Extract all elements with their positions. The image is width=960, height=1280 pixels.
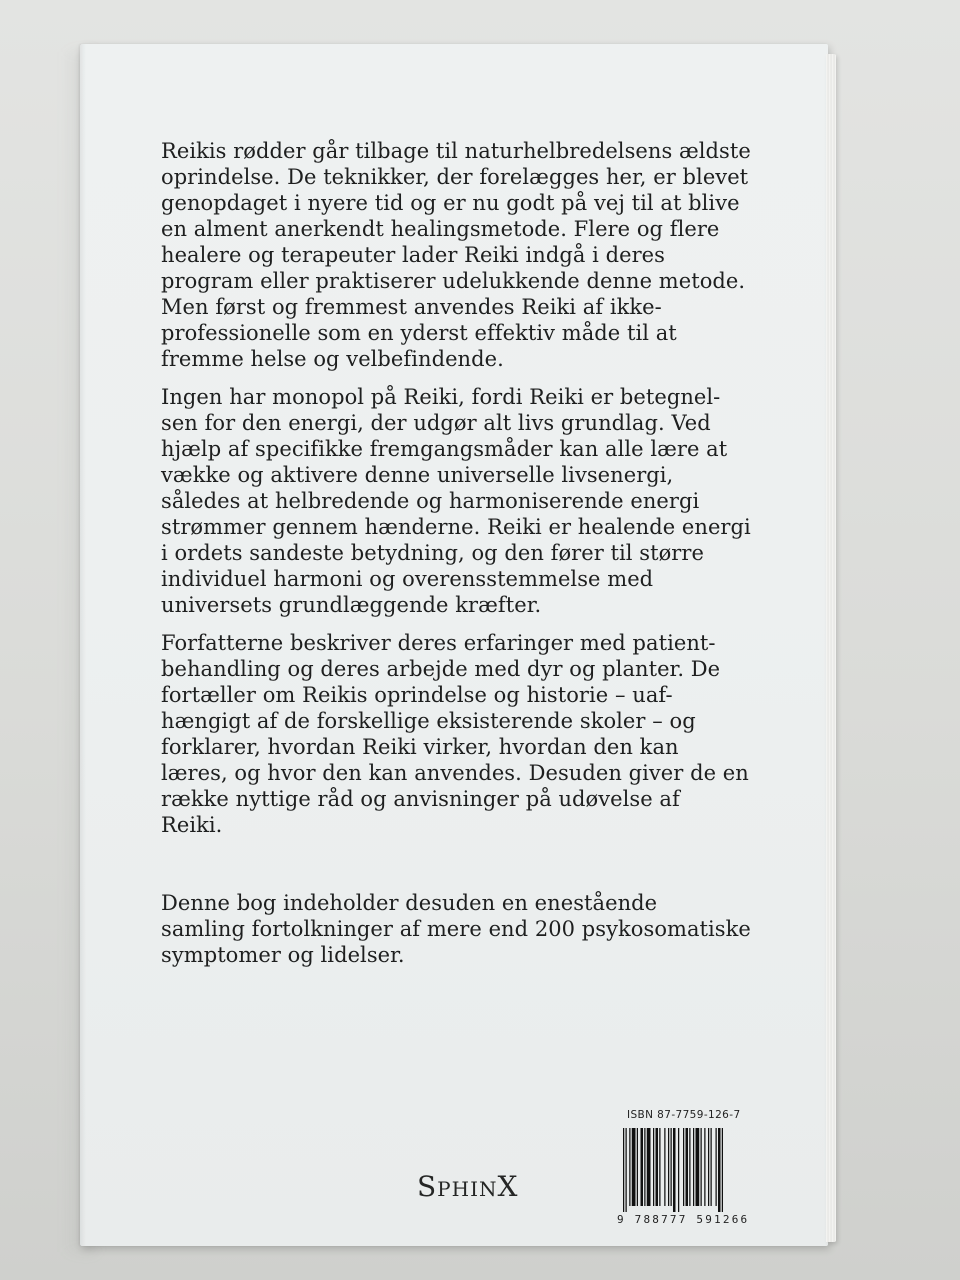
text-line: individuel harmoni og overensstemmelse med: [161, 567, 654, 591]
text-line: healere og terapeuter lader Reiki indgå i deres: [161, 243, 665, 267]
text-line: en alment anerkendt healingsmetode. Flere og flere: [161, 217, 720, 241]
text-line: Reiki.: [161, 813, 223, 837]
barcode-icon: [623, 1128, 763, 1212]
text-line: oprindelse. De teknikker, der forelægges her, er blevet: [161, 165, 749, 189]
text-line: vække og aktivere denne universelle livsenergi,: [161, 463, 674, 487]
text-line: sen for den energi, der udgør alt livs grundlag. Ved: [161, 411, 711, 435]
text-line: fortæller om Reikis oprindelse og historie – uaf-: [161, 683, 673, 707]
blurb-paragraph-3: [161, 630, 821, 838]
text-line: strømmer gennem hænderne. Reiki er healende energi: [161, 515, 751, 539]
text-line: genopdaget i nyere tid og er nu godt på vej til at blive: [161, 191, 740, 215]
text-line: Reikis rødder går tilbage til naturhelbredelsens ældste: [161, 139, 751, 163]
blurb-paragraph-2: [161, 384, 821, 618]
text-line: hængigt af de forskellige eksisterende skoler – og: [161, 709, 696, 733]
blurb-paragraph-4: [161, 890, 821, 968]
spine-fold: [80, 44, 86, 1246]
text-line: fremme helse og velbefindende.: [161, 347, 504, 371]
blurb-text: [161, 138, 821, 968]
text-line: Ingen har monopol på Reiki, fordi Reiki er betegnel-: [161, 385, 721, 409]
isbn-label: ISBN 87-7759-126-7: [627, 1109, 741, 1121]
text-line: symptomer og lidelser.: [161, 943, 405, 967]
text-line: hjælp af specifikke fremgangsmåder kan alle lære at: [161, 437, 728, 461]
text-line: behandling og deres arbejde med dyr og planter. De: [161, 657, 721, 681]
text-line: Men først og fremmest anvendes Reiki af ikke-: [161, 295, 662, 319]
text-line: professionelle som en yderst effektiv måde til at: [161, 321, 677, 345]
text-line: Forfatterne beskriver deres erfaringer med patient-: [161, 631, 716, 655]
text-line: forklarer, hvordan Reiki virker, hvordan den kan: [161, 735, 679, 759]
text-line: universets grundlæggende kræfter.: [161, 593, 542, 617]
text-line: i ordets sandeste betydning, og den fører til større: [161, 541, 704, 565]
barcode-number: 9 788777 591266: [617, 1213, 750, 1226]
book-back-cover: [80, 44, 828, 1246]
text-line: Denne bog indeholder desuden en enestående: [161, 891, 658, 915]
text-line: læres, og hvor den kan anvendes. Desuden giver de en: [161, 761, 749, 785]
page-edges: [826, 54, 836, 1242]
publisher-logo: SphinX: [417, 1170, 519, 1203]
text-line: samling fortolkninger af mere end 200 psykosomatiske: [161, 917, 751, 941]
barcode-area: [617, 1109, 767, 1229]
text-line: række nyttige råd og anvisninger på udøvelse af: [161, 787, 680, 811]
blurb-paragraph-1: [161, 138, 821, 372]
text-line: således at helbredende og harmoniserende energi: [161, 489, 700, 513]
text-line: program eller praktiserer udelukkende denne metode.: [161, 269, 746, 293]
